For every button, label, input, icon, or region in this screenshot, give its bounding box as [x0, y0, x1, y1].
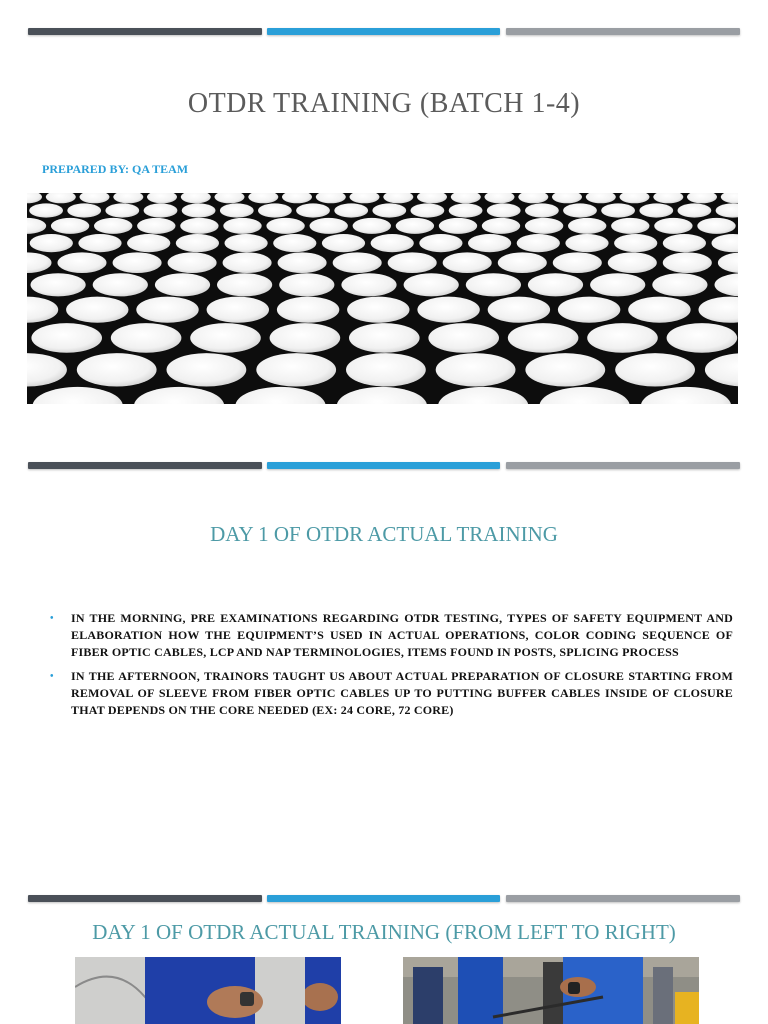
header-bar-gray — [506, 895, 740, 902]
disc-shape — [180, 218, 218, 234]
disc-shape — [667, 323, 738, 353]
disc-shape — [639, 203, 673, 217]
disc-shape — [508, 323, 579, 353]
disc-shape — [144, 203, 178, 217]
training-photo-right — [403, 957, 699, 1024]
disc-shape — [273, 234, 316, 252]
disc-shape — [601, 203, 635, 217]
disc-shape — [67, 203, 101, 217]
disc-shape — [525, 203, 559, 217]
bullet-item — [50, 610, 733, 661]
header-bar-dark — [28, 462, 262, 469]
disc-shape — [388, 252, 437, 273]
disc-shape — [614, 234, 657, 252]
disc-shape — [30, 234, 73, 252]
disc-shape — [553, 252, 602, 273]
disc-shape — [563, 203, 597, 217]
disc-shape — [176, 234, 219, 252]
header-bar-blue — [267, 28, 500, 35]
disc-shape — [113, 252, 162, 273]
bullet-icon: • — [50, 671, 54, 682]
disc-shape — [428, 323, 499, 353]
header-bar-blue — [267, 895, 500, 902]
disc-shape — [94, 218, 132, 234]
disc-shape — [371, 234, 414, 252]
disc-shape — [182, 203, 216, 217]
disc-shape — [167, 353, 247, 386]
bullet-text: IN THE MORNING, PRE EXAMINATIONS REGARDING OTDR TESTING, TYPES OF SAFETY EQUIPMENT AND ELABORATION HOW THE EQUIPMENT’S USED IN ACTUAL OPERATIONS, COLOR CODING SEQUENCE OF FIBER OPTIC CABLES, LCP AND NAP TERMINOLOGIES, ITEMS FOUND IN POSTS, SPLICING PROCESS — [71, 611, 733, 659]
disc-shape — [270, 323, 341, 353]
bullet-icon: • — [50, 613, 54, 624]
disc-shape — [587, 323, 658, 353]
disc-shape — [277, 297, 339, 323]
disc-shape — [256, 353, 336, 386]
header-bar-gray — [506, 462, 740, 469]
disc-shape — [678, 203, 712, 217]
training-photo-left — [75, 957, 341, 1024]
disc-shape — [417, 297, 479, 323]
disc-shape — [565, 234, 608, 252]
disc-shape — [207, 297, 269, 323]
disc-shape — [404, 273, 459, 296]
disc-shape — [168, 252, 217, 273]
disc-shape — [517, 234, 560, 252]
disc-shape — [349, 323, 420, 353]
disc-shape — [449, 203, 483, 217]
prepared-by-label: PREPARED BY: QA TEAM — [42, 162, 189, 176]
disc-shape — [258, 203, 292, 217]
disc-shape — [278, 252, 327, 273]
disc-shape — [136, 297, 198, 323]
disc-shape — [436, 353, 516, 386]
disc-shape — [615, 353, 695, 386]
disc-shape — [419, 234, 462, 252]
disc-shape — [31, 323, 102, 353]
disc-shape — [482, 218, 520, 234]
disc-shape — [155, 273, 210, 296]
bullet-item — [50, 668, 733, 719]
disc-shape — [58, 252, 107, 273]
disc-shape — [333, 252, 382, 273]
disc-shape — [663, 252, 712, 273]
disc-shape — [190, 323, 261, 353]
disc-shape — [266, 218, 304, 234]
disc-shape — [93, 273, 148, 296]
disc-shape — [525, 353, 605, 386]
disc-shape — [310, 218, 348, 234]
disc-shape — [654, 218, 692, 234]
day1-title: DAY 1 OF OTDR ACTUAL TRAINING — [210, 522, 558, 546]
bullet-list — [50, 610, 733, 726]
slide-title — [0, 0, 768, 450]
disc-shape — [31, 273, 86, 296]
disc-shape — [66, 297, 128, 323]
disc-shape — [223, 218, 261, 234]
disc-shape — [466, 273, 521, 296]
disc-shape — [590, 273, 645, 296]
disc-shape — [77, 353, 157, 386]
disc-shape — [628, 297, 690, 323]
disc-shape — [322, 234, 365, 252]
disc-shape — [608, 252, 657, 273]
disc-shape — [223, 252, 272, 273]
disc-shape — [697, 218, 735, 234]
disc-shape — [663, 234, 706, 252]
disc-shape — [105, 203, 139, 217]
disc-shape — [127, 234, 170, 252]
disc-shape — [468, 234, 511, 252]
disc-shape — [51, 218, 89, 234]
disc-shape — [498, 252, 547, 273]
disc-shape — [111, 323, 182, 353]
disc-shape — [396, 218, 434, 234]
disc-shape — [217, 273, 272, 296]
disc-shape — [220, 203, 254, 217]
slide-title-heading: OTDR TRAINING (BATCH 1-4) — [187, 88, 581, 119]
header-bars — [28, 462, 740, 469]
disc-shape — [29, 203, 63, 217]
disc-shape — [558, 297, 620, 323]
disc-shape — [341, 273, 396, 296]
disc-shape — [78, 234, 121, 252]
disc-shape — [652, 273, 707, 296]
white-discs-pattern — [27, 193, 738, 404]
white-discs-photo — [27, 193, 738, 404]
day1-photos-title: DAY 1 OF OTDR ACTUAL TRAINING (FROM LEFT TO RIGHT) — [92, 920, 676, 944]
disc-shape — [334, 203, 368, 217]
disc-shape — [346, 353, 426, 386]
disc-shape — [225, 234, 268, 252]
disc-shape — [296, 203, 330, 217]
disc-shape — [487, 203, 521, 217]
header-bars — [28, 895, 740, 902]
header-bar-dark — [28, 895, 262, 902]
disc-shape — [279, 273, 334, 296]
bullet-text: IN THE AFTERNOON, TRAINORS TAUGHT US ABOUT ACTUAL PREPARATION OF CLOSURE STARTING FROM REMOVAL OF SLEEVE FROM FIBER OPTIC CABLES UP TO PUTTING BUFFER CABLES INSIDE OF CLOSURE THAT DEPENDS ON THE CORE NEEDED (EX: 24 CORE, 72 CORE) — [71, 669, 733, 717]
header-bar-blue — [267, 462, 500, 469]
disc-shape — [443, 252, 492, 273]
disc-shape — [347, 297, 409, 323]
header-bars — [28, 28, 740, 35]
disc-shape — [611, 218, 649, 234]
disc-shape — [372, 203, 406, 217]
disc-shape — [411, 203, 445, 217]
slide-day1 — [0, 450, 768, 890]
disc-shape — [137, 218, 175, 234]
header-bar-gray — [506, 28, 740, 35]
header-bar-dark — [28, 28, 262, 35]
slide-day1-photos — [0, 890, 768, 1024]
disc-shape — [525, 218, 563, 234]
disc-shape — [568, 218, 606, 234]
disc-shape — [488, 297, 550, 323]
disc-shape — [353, 218, 391, 234]
disc-shape — [528, 273, 583, 296]
disc-shape — [439, 218, 477, 234]
